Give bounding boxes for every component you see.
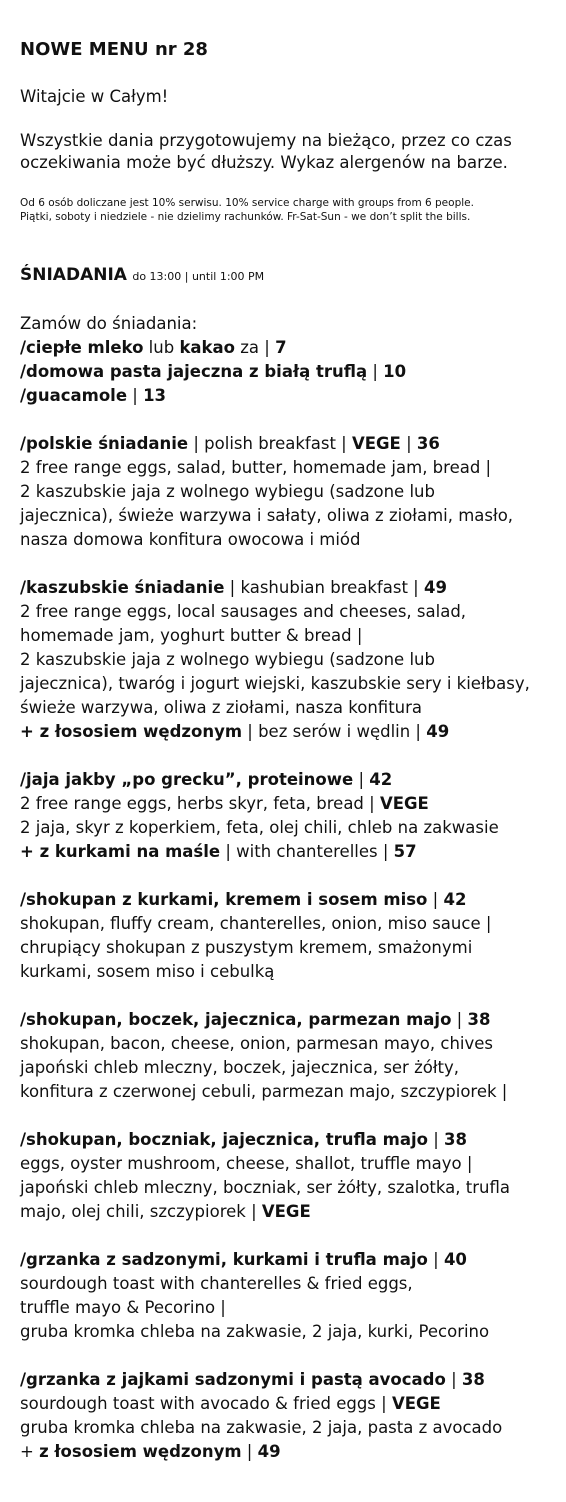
item-desc: konfitura z czerwonej cebuli, parmezan majo, szczypiorek | (20, 1082, 508, 1101)
item-desc: 2 free range eggs, local sausages and cheeses, salad, (20, 602, 467, 621)
item-desc: jajecznica), świeże warzywa i sałaty, oliwa z ziołami, masło, (20, 506, 514, 525)
intro-line: Wszystkie dania przygotowujemy na bieżąco, przez co czas (20, 131, 512, 150)
menu-title: NOWE MENU nr 28 (20, 39, 208, 60)
addon-item: /guacamole | 13 (20, 386, 167, 405)
menu-item-kashubian-breakfast (20, 576, 546, 744)
item-title: /shokupan, boczniak, jajecznica, trufla majo | 38 (20, 1130, 467, 1149)
item-desc: świeże warzywa, oliwa z ziołami, nasza konfitura (20, 698, 423, 717)
item-desc: homemade jam, yoghurt butter & bread | (20, 626, 363, 645)
item-extra: + z łososiem wędzonym | bez serów i wędlin | 49 (20, 722, 450, 741)
menu-item-toast-avocado (20, 1368, 546, 1464)
item-desc: chrupiący shokupan z puszystym kremem, smażonymi (20, 938, 473, 957)
item-title: /grzanka z jajkami sadzonymi i pastą avocado | 38 (20, 1370, 485, 1389)
service-note-line: Piątki, soboty i niedziele - nie dzielimy rachunków. Fr-Sat-Sun - we don’t split the bills. (20, 211, 471, 223)
item-desc: sourdough toast with chanterelles & fried eggs, (20, 1274, 413, 1293)
item-desc: 2 jaja, skyr z koperkiem, feta, olej chili, chleb na zakwasie (20, 818, 499, 837)
welcome-text: Witajcie w Całym! (20, 87, 169, 106)
item-desc: 2 kaszubskie jaja z wolnego wybiegu (sadzone lub (20, 482, 435, 501)
addon-item: /domowa pasta jajeczna z białą truflą | 10 (20, 362, 407, 381)
item-desc: majo, olej chili, szczypiorek | VEGE (20, 1202, 311, 1221)
item-desc: kurkami, sosem miso i cebulką (20, 962, 275, 981)
item-title: /kaszubskie śniadanie | kashubian breakfast | 49 (20, 578, 447, 597)
menu-item-shokupan-bacon (20, 1008, 546, 1104)
item-desc: gruba kromka chleba na zakwasie, 2 jaja, kurki, Pecorino (20, 1322, 490, 1341)
item-desc: 2 free range eggs, salad, butter, homemade jam, bread | (20, 458, 492, 477)
item-title: /jaja jakby „po grecku”, proteinowe | 42 (20, 770, 393, 789)
item-extra: + z łososiem wędzonym | 49 (20, 1442, 281, 1461)
item-title: /shokupan z kurkami, kremem i sosem miso | 42 (20, 890, 467, 909)
service-note (20, 196, 546, 224)
service-note-line: Od 6 osób doliczane jest 10% serwisu. 10% service charge with groups from 6 people. (20, 197, 474, 209)
item-desc: 2 free range eggs, herbs skyr, feta, bread | VEGE (20, 794, 429, 813)
addon-item: /ciepłe mleko lub kakao za | 7 (20, 338, 287, 357)
item-desc: shokupan, bacon, cheese, onion, parmesan mayo, chives (20, 1034, 494, 1053)
item-desc: nasza domowa konfitura owocowa i miód (20, 530, 361, 549)
menu-item-polish-breakfast (20, 432, 546, 552)
menu-item-shokupan-oyster-mushroom (20, 1128, 546, 1224)
addons-heading: Zamów do śniadania: (20, 314, 198, 333)
section-heading (20, 264, 546, 288)
menu-item-shokupan-chanterelles (20, 888, 546, 984)
item-desc: sourdough toast with avocado & fried eggs | VEGE (20, 1394, 441, 1413)
section-hours: do 13:00 | until 1:00 PM (132, 270, 265, 283)
item-desc: japoński chleb mleczny, boczniak, ser żółty, szalotka, trufla (20, 1178, 510, 1197)
item-desc: japoński chleb mleczny, boczek, jajecznica, ser żółty, (20, 1058, 460, 1077)
intro-line: oczekiwania może być dłuższy. Wykaz alergenów na barze. (20, 153, 508, 172)
section-name: ŚNIADANIA (20, 265, 127, 285)
menu-item-toast-chanterelles (20, 1248, 546, 1344)
item-desc: shokupan, fluffy cream, chanterelles, onion, miso sauce | (20, 914, 492, 933)
addons-block (20, 312, 546, 408)
item-title: /polskie śniadanie | polish breakfast | VEGE | 36 (20, 434, 440, 453)
item-title: /grzanka z sadzonymi, kurkami i trufla majo | 40 (20, 1250, 467, 1269)
item-desc: jajecznica), twaróg i jogurt wiejski, kaszubskie sery i kiełbasy, (20, 674, 530, 693)
intro-text (20, 130, 546, 174)
item-desc: truffle mayo & Pecorino | (20, 1298, 226, 1317)
menu-item-greek-eggs (20, 768, 546, 864)
item-title: /shokupan, boczek, jajecznica, parmezan majo | 38 (20, 1010, 491, 1029)
item-extra: + z kurkami na maśle | with chanterelles | 57 (20, 842, 417, 861)
item-desc: gruba kromka chleba na zakwasie, 2 jaja, pasta z avocado (20, 1418, 503, 1437)
item-desc: eggs, oyster mushroom, cheese, shallot, truffle mayo | (20, 1154, 473, 1173)
item-desc: 2 kaszubskie jaja z wolnego wybiegu (sadzone lub (20, 650, 435, 669)
